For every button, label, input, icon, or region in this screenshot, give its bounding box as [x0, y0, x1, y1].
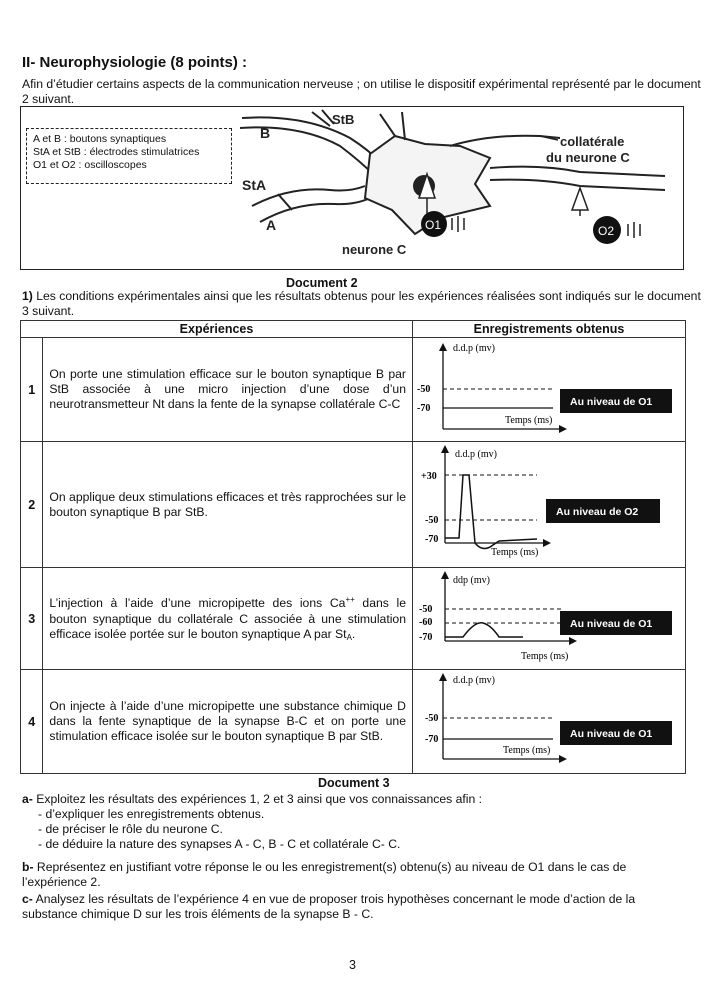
col-experiences: Expériences [21, 321, 413, 338]
tick-label: -70 [424, 733, 439, 745]
question-a [22, 792, 702, 852]
document2-caption: Document 2 [286, 276, 358, 290]
qa-item: - de préciser le rôle du neurone C. [38, 822, 223, 836]
question-1 [22, 289, 702, 319]
legend-line-1: A et B : boutons synaptiques [33, 133, 167, 145]
table-row [21, 670, 686, 774]
qc-text: Analysez les résultats de l’expérience 4 en vue de proposer trois hypothèses concernant le mode d’action de la substance chimique D sur les trois éléments de la synapse B - C. [22, 892, 636, 921]
label-a: A [266, 217, 277, 233]
axis-label: d.d.p (mv) [452, 342, 495, 354]
row-number: 1 [21, 338, 43, 442]
legend-line-3: O1 et O2 : oscilloscopes [33, 159, 147, 171]
label-stb: StB [332, 112, 355, 127]
label-b: B [260, 125, 271, 141]
question-b [22, 860, 672, 890]
recording-3 [413, 569, 685, 669]
table-row: 3 L’injection à l’aide d’une micropipette des ions Ca++ dans le bouton synaptique du collatérale C associée à une stimulation efficace isolée portée sur le bouton synaptique A par $St_A$. ddp (mv) -50 -60 -70 Temps (ms) Au niveau de O1 [21, 568, 686, 670]
time-label: Temps (ms) [520, 650, 569, 662]
document3-caption: Document 3 [318, 776, 390, 790]
qb-label: b- [22, 860, 34, 874]
trace [445, 475, 537, 549]
trace [445, 622, 523, 636]
table-row [21, 442, 686, 568]
intro-paragraph: Afin d’étudier certains aspects de la communication nerveuse ; on utilise le dispositif expérimental représenté par le document 2 suivant. [22, 77, 701, 106]
table-row [21, 338, 686, 442]
question-c [22, 892, 682, 922]
neuron-diagram [20, 106, 684, 270]
label-du-neurone-c: du neurone C [546, 150, 630, 165]
label-collaterale: collatérale [560, 134, 625, 149]
axis-label: ddp (mv) [452, 574, 490, 586]
tick-label: -60 [418, 616, 433, 628]
q1-number: 1) [22, 289, 33, 303]
tick-label: -70 [424, 533, 439, 545]
legend-line-2: StA et StB : électrodes stimulatrices [33, 146, 200, 158]
time-label: Temps (ms) [504, 414, 553, 426]
qc-label: c- [22, 892, 33, 906]
label-sta: StA [242, 177, 267, 193]
site-label: Au niveau de O1 [569, 395, 653, 408]
qa-text: Exploitez les résultats des expériences 1, 2 et 3 ainsi que vos connaissances afin : [36, 792, 483, 806]
tick-label: -50 [418, 603, 433, 615]
qb-text: Représentez en justifiant votre réponse le ou les enregistrement(s) obtenu(s) au niveau de O1 dans le cas de l’expérience 2. [22, 860, 627, 889]
q1-text: Les conditions expérimentales ainsi que les résultats obtenus pour les expériences réalisées sont indiqués sur le document 3 suivant. [22, 289, 701, 318]
axis-label: d.d.p (mv) [452, 674, 495, 686]
row-number: 2 [21, 442, 43, 568]
site-label: Au niveau de O2 [555, 505, 639, 518]
label-neurone-c: neurone C [342, 242, 407, 257]
neuron-c-axon [490, 167, 665, 176]
label-o2: O2 [598, 224, 615, 238]
label-o1: O1 [425, 218, 442, 232]
sta-electrode [278, 194, 292, 210]
site-label: Au niveau de O1 [569, 617, 653, 630]
qa-item: - d’expliquer les enregistrements obtenus. [38, 807, 265, 821]
time-label: Temps (ms) [490, 546, 539, 558]
tick-label: +30 [420, 470, 437, 482]
tick-label: -70 [416, 402, 431, 414]
row-number: 3 [21, 568, 43, 670]
time-label: Temps (ms) [502, 744, 551, 756]
site-label: Au niveau de O1 [569, 727, 653, 740]
tick-label: -70 [418, 631, 433, 643]
row-number: 4 [21, 670, 43, 774]
col-enregistrements: Enregistrements obtenus [412, 321, 685, 338]
recording-1 [413, 339, 685, 441]
page-number: 3 [349, 958, 356, 972]
qa-item: - de déduire la nature des synapses A - C, B - C et collatérale C- C. [38, 837, 401, 851]
recording-4 [413, 671, 685, 773]
experiments-table [20, 320, 686, 774]
row-text: On applique deux stimulations efficaces et très rapprochées sur le bouton synaptique B par StB. [43, 442, 413, 568]
row-text: On porte une stimulation efficace sur le bouton synaptique B par StB associée à une micro injection d’une dose d’un neurotransmetteur Nt dans la fente de la synapse collatérale C-C [43, 338, 413, 442]
tick-label: -50 [424, 712, 439, 724]
section-title: II- Neurophysiologie (8 points) : [22, 54, 247, 71]
axis-label: d.d.p (mv) [454, 448, 497, 460]
recording-2 [413, 443, 685, 567]
row-text: On injecte à l’aide d’une micropipette une substance chimique D dans la fente synaptique de la synapse B-C et on porte une stimulation efficace isolée sur le bouton synaptique B par StB. [43, 670, 413, 774]
qa-label: a- [22, 792, 33, 806]
tick-label: -50 [416, 383, 431, 395]
tick-label: -50 [424, 514, 439, 526]
